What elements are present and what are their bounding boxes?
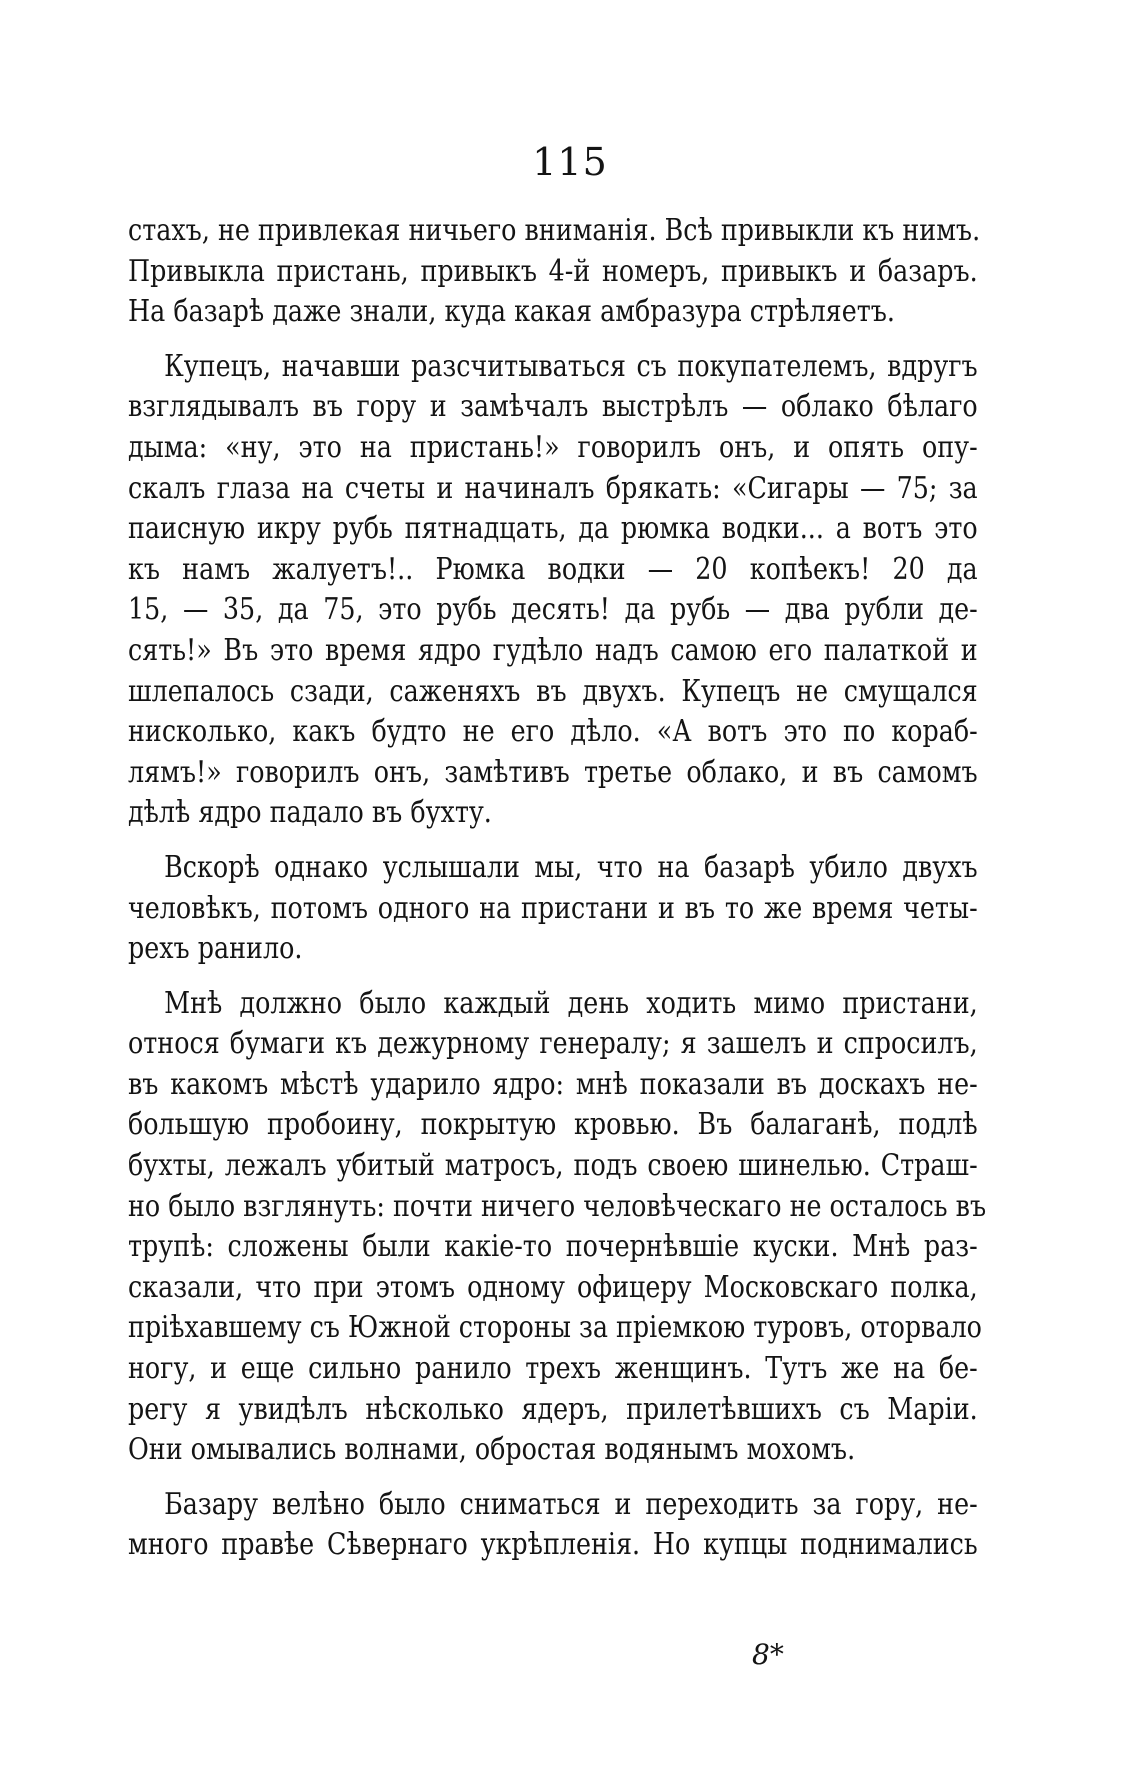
text-line: относя бумаги къ дежурному генералу; я зашелъ и спросилъ, [128,1026,978,1061]
text-line: ногу, и еще сильно ранило трехъ женщинъ. Тутъ же на бе- [128,1351,978,1386]
text-line: взглядывалъ въ гору и замѣчалъ выстрѣлъ — облако бѣлаго [128,389,978,424]
paragraph-1 [128,210,981,332]
text-line: шлепалось сзади, саженяхъ въ двухъ. Купецъ не смущался [128,673,978,708]
text-line: бухты, лежалъ убитый матросъ, подъ своею шинелью. Страш- [128,1148,978,1183]
page-number: 115 [532,140,608,184]
text-line: Они омывались волнами, обростая водянымъ мохомъ. [128,1432,856,1467]
text-line: паисную икру рубь пятнадцать, да рюмка водки... а вотъ это [128,511,978,546]
text-line: Мнѣ должно было каждый день ходить мимо пристани, [164,985,978,1020]
text-line: рехъ ранило. [128,931,303,966]
text-line: Купецъ, начавши разсчитываться съ покупателемъ, вдругъ [164,348,978,383]
printer-signature-mark: 8* [752,1638,784,1671]
text-line: скалъ глаза на счеты и начиналъ брякать: «Сигары — 75; за [128,470,978,505]
text-line: дѣлѣ ядро падало въ бухту. [128,795,492,830]
text-line: сять!» Въ это время ядро гудѣло надъ самою его палаткой и [128,632,978,667]
text-line: большую пробоину, покрытую кровью. Въ балаганѣ, подлѣ [128,1107,978,1142]
text-line: нисколько, какъ будто не его дѣло. «А вотъ это по кораб- [128,714,978,749]
text-line: къ намъ жалуетъ!.. Рюмка водки — 20 копѣекъ! 20 да [128,551,978,586]
text-line: стахъ, не привлекая ничьего вниманія. Всѣ привыкли къ нимъ. [128,213,981,247]
text-line: лямъ!» говорилъ онъ, замѣтивъ третье облако, и въ самомъ [128,754,978,789]
text-line: но было взглянуть: почти ничего человѣческаго не осталось въ [128,1188,987,1223]
text-line: сказали, что при этомъ одному офицеру Московскаго полка, [128,1269,978,1304]
text-line: регу я увидѣлъ нѣсколько ядеръ, прилетѣвшихъ съ Маріи. [128,1391,978,1426]
text-line: человѣкъ, потомъ одного на пристани и въ то же время четы- [128,890,978,925]
paragraph-2 [128,346,978,833]
text-line: Привыкла пристань, привыкъ 4-й номеръ, привыкъ и базаръ. [128,253,978,288]
text-line: въ какомъ мѣстѣ ударило ядро: мнѣ показали въ доскахъ не- [128,1066,978,1101]
body-text [128,210,987,1579]
text-line: 15, — 35, да 75, это рубь десять! да рубь — два рубли де- [128,592,978,627]
text-line: трупѣ: сложены были какіе-то почернѣвшіе куски. Мнѣ раз- [128,1229,978,1264]
paragraph-4 [128,983,987,1470]
text-line: Базару велѣно было сниматься и переходить за гору, не- [164,1486,978,1521]
paragraph-5 [128,1484,978,1565]
text-line: пріѣхавшему съ Южной стороны за пріемкою туровъ, оторвало [128,1310,982,1345]
paragraph-3 [128,847,978,969]
text-line: Вскорѣ однако услышали мы, что на базарѣ убило двухъ [164,849,978,884]
text-line: На базарѣ даже знали, куда какая амбразура стрѣляетъ. [128,294,895,329]
text-line: дыма: «ну, это на пристань!» говорилъ онъ, и опять опу- [128,429,978,464]
text-line: много правѣе Сѣвернаго укрѣпленія. Но купцы поднимались [128,1527,978,1562]
